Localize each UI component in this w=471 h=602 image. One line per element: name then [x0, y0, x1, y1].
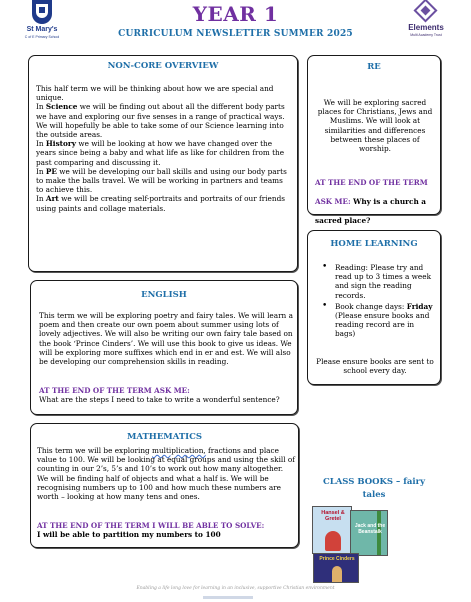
subject-name: Art — [45, 194, 59, 204]
re-ask-label: AT THE END OF THE TERM ASK ME: — [315, 178, 428, 206]
list-item: • Reading: Please try and read up to 3 times a week and sign the reading records. — [322, 263, 436, 300]
book-title: Prince Cinders — [319, 556, 355, 562]
spellcheck-underline: multiplication, — [152, 446, 206, 455]
school-logo-name: St Mary's — [26, 26, 58, 33]
home-learning-note: Please ensure books are sent to school every day. — [316, 357, 434, 376]
subject-name: PE — [45, 166, 57, 176]
non-core-heading: NON-CORE OVERVIEW — [107, 61, 219, 71]
home-learning-list — [322, 263, 436, 341]
school-logo-sub: C of E Primary School — [24, 35, 60, 39]
book-cover — [350, 510, 388, 556]
mathematics-heading: MATHEMATICS — [126, 432, 203, 442]
mathematics-ask-answer: I will be able to partition my numbers to 100 — [37, 530, 221, 540]
home-learning-heading: HOME LEARNING — [330, 239, 418, 249]
non-core-paragraph: In Art we will be creating self-portraits and portraits of our friends using paints and collage materials. — [36, 194, 285, 213]
page-subtitle: CURRICULUM NEWSLETTER SUMMER 2025 — [118, 29, 353, 39]
non-core-body — [36, 84, 292, 213]
mathematics-ask-label: AT THE END OF THE TERM I WILL BE ABLE TO SOLVE: — [37, 521, 265, 530]
footer-text: Enabling a life long love for learning in an inclusive, supportive Christian environment — [136, 586, 335, 591]
english-body: This term we will be exploring poetry and fairy tales. We will learn a poem and then create our own poem about summer using lots of lovely adjectives. We will also be writing our own fairy tale based on the book ‘Prince Cinders’. We will use this book to give us ideas. We will be exploring more suffixes which end in er and est. We will also be developing our comprehension skills in reading. — [39, 311, 293, 367]
non-core-intro: This half term we will be thinking about how we are special and unique. — [36, 84, 274, 103]
english-ask-label: AT THE END OF THE TERM ASK ME: — [39, 386, 190, 395]
english-ask-question: What are the steps I need to take to write a wonderful sentence? — [39, 395, 280, 405]
page-title: YEAR 1 — [192, 2, 279, 26]
english-box — [30, 280, 298, 415]
mathematics-box — [30, 423, 299, 548]
book-cover — [313, 553, 359, 583]
re-body: We will be exploring sacred places for Christians, Jews and Muslims. We will look at similarities and differences between these places of worship. — [317, 98, 433, 154]
trust-logo — [404, 2, 458, 38]
re-ask-question: Why is a church a sacred place? — [315, 197, 427, 225]
home-learning-box — [307, 230, 441, 385]
re-ask — [315, 170, 439, 227]
book-title: Hansel & Gretel — [321, 510, 345, 522]
english-ask — [39, 386, 293, 404]
non-core-paragraph: In PE we will be developing our ball skills and using our body parts to make the balls travel. We will be working in partners and teams to achieve this. — [36, 166, 287, 195]
non-core-paragraph: In History we will be looking at how we have changed over the years since being a baby and what life as like for children from the past comparing and discussing it. — [36, 139, 285, 167]
re-heading: RE — [367, 62, 381, 72]
book-illustration — [332, 566, 342, 582]
list-item: • Book change days: Friday (Please ensure books and reading record are in bags) — [322, 302, 436, 339]
trust-logo-sub: Multi Academy Trust — [410, 33, 442, 37]
book-illustration — [325, 531, 341, 551]
book-title: Jack and the Beanstalk — [354, 523, 386, 535]
subject-name: Science — [45, 102, 78, 112]
re-box — [307, 55, 441, 225]
mathematics-ask — [37, 521, 295, 539]
subject-name: History — [45, 139, 77, 149]
mathematics-body: This term we will be exploring multiplication, fractions and place value to 100. We will be looking at equal groups and using the skill of counting in our 2’s, 5’s and 10’s to work out how many altogether. We will be finding half of objects and what a half is. We will be recognising numbers up to 100 and how much these numbers are worth – looking at how many tens and ones. — [37, 446, 295, 502]
english-heading: ENGLISH — [141, 290, 187, 300]
trust-logo-name: Elements — [408, 23, 444, 32]
non-core-paragraph: In Science we will be finding out about all the different body parts we have and exploring our five senses in a range of practical ways. We will hopefully be able to take some of our Science learning into the outside areas. — [36, 102, 285, 140]
non-core-overview-box — [28, 55, 298, 272]
class-books-heading: CLASS BOOKS – fairy tales — [322, 477, 426, 500]
footer-bar — [203, 596, 253, 599]
book-cover — [312, 506, 352, 554]
